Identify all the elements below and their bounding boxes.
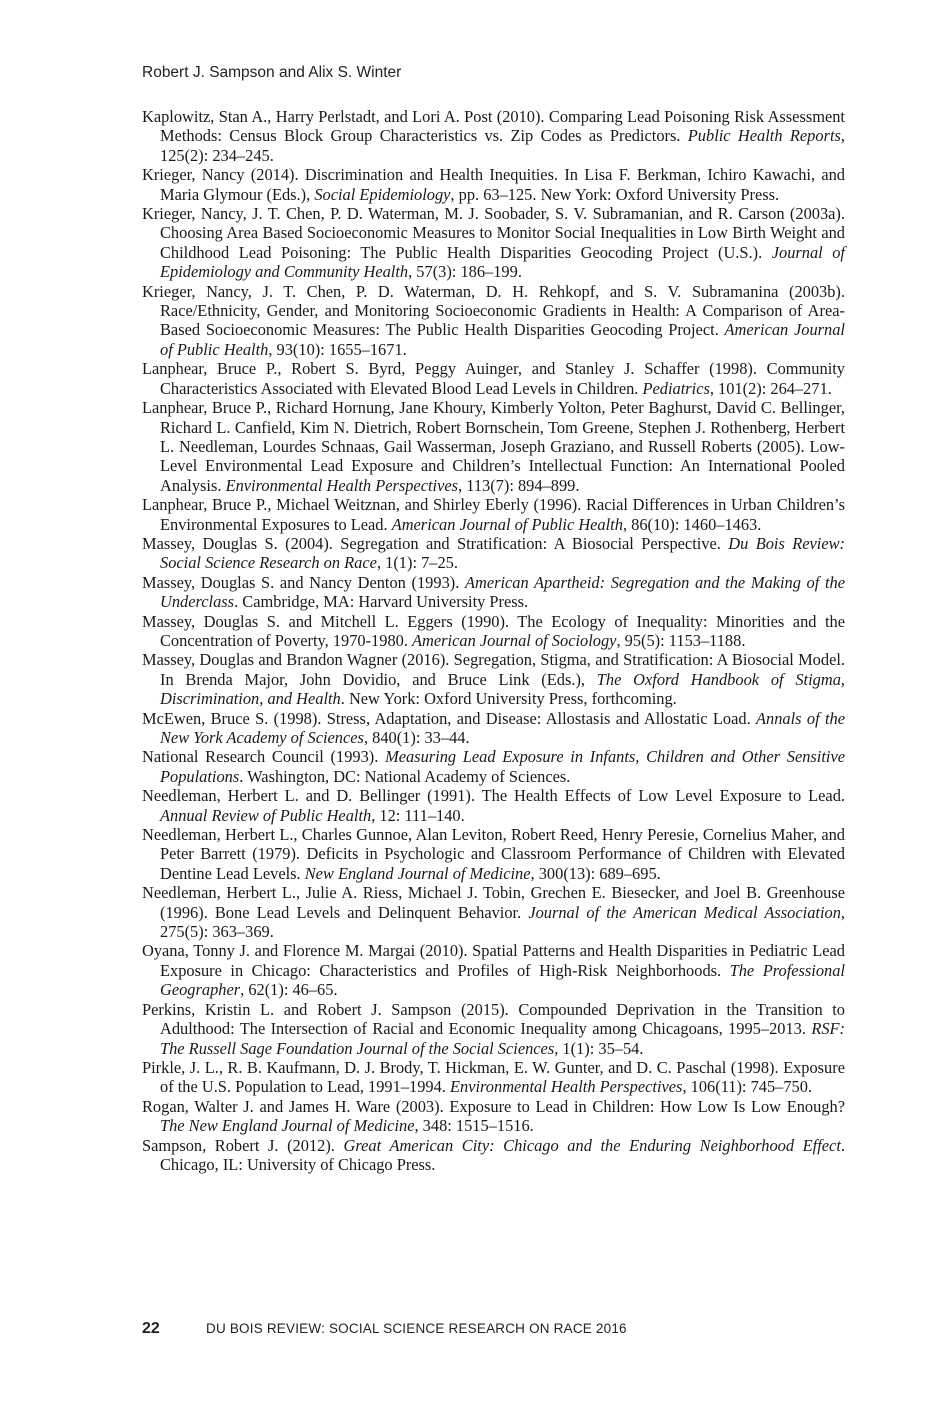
- reference-text: Lanphear, Bruce P., Richard Hornung, Jane Khoury, Kimberly Yolton, Peter Baghurst, David C. Bellinger, Richard L. Canfield, Kim N. Dietrich, Robert Bornschein, Tom Greene, Stephen J. Rothenberg, Herbert L. Needleman, Lourdes Schnaas, Gail Wasserman, Joseph Graziano, and Russell Roberts (2005). Low-Level Environmental Lead Exposure and Children’s Intellectual Function: An International Pooled Analysis.: [142, 398, 845, 495]
- reference-entry: [142, 359, 845, 398]
- reference-text: Massey, Douglas S. and Mitchell L. Eggers (1990). The Ecology of Inequality: Minorities and the Concentration of Poverty, 1970-1980.: [142, 611, 845, 650]
- page-footer: [142, 1320, 627, 1338]
- reference-entry: [142, 534, 845, 573]
- reference-text: Needleman, Herbert L., Julie A. Riess, Michael J. Tobin, Grechen E. Biesecker, and Joel B. Greenhouse (1996). Bone Lead Levels and Delinquent Behavior.: [142, 883, 845, 922]
- reference-citation-details: . Chicago, IL: University of Chicago Press.: [160, 1135, 845, 1174]
- reference-text: Krieger, Nancy, J. T. Chen, P. D. Waterman, D. H. Rehkopf, and S. V. Subramanina (2003b). Race/Ethnicity, Gender, and Monitoring Socioeconomic Gradients in Health: A Comparison of Area-Based Socioeconomic Measures: The Public Health Disparities Geocoding Project.: [142, 281, 845, 340]
- reference-text: Massey, Douglas and Brandon Wagner (2016). Segregation, Stigma, and Stratification: A Biosocial Model. In Brenda Major, John Dovidio, and Bruce Link (Eds.),: [142, 650, 845, 689]
- reference-entry: [142, 495, 845, 534]
- reference-source-title: Measuring Lead Exposure in Infants, Children and Other Sensitive Populations: [160, 747, 845, 786]
- reference-source-title: Pediatrics: [642, 378, 710, 398]
- reference-text: Sampson, Robert J. (2012).: [142, 1135, 344, 1155]
- reference-text: McEwen, Bruce S. (1998). Stress, Adaptation, and Disease: Allostasis and Allostatic Load.: [142, 708, 757, 728]
- reference-text: Lanphear, Bruce P., Robert S. Byrd, Peggy Auinger, and Stanley J. Schaffer (1998). Community Characteristics Associated with Elevated Blood Lead Levels in Children.: [142, 359, 845, 398]
- reference-citation-details: , pp. 63–125. New York: Oxford University Press.: [450, 184, 780, 204]
- reference-citation-details: , 12: 111–140.: [371, 805, 465, 825]
- reference-source-title: The Professional Geographer: [160, 960, 845, 1000]
- reference-source-title: Du Bois Review: Social Science Research on Race: [160, 533, 846, 573]
- reference-text: Massey, Douglas S. and Nancy Denton (1993).: [142, 572, 465, 592]
- reference-entry: [142, 825, 845, 883]
- reference-citation-details: , 62(1): 46–65.: [240, 980, 338, 1000]
- reference-citation-details: , 275(5): 363–369.: [160, 902, 845, 942]
- reference-text: Krieger, Nancy, J. T. Chen, P. D. Waterman, M. J. Soobader, S. V. Subramanian, and R. Carson (2003a). Choosing Area Based Socioeconomic Measures to Monitor Social Inequalities in Low Birth Weight and Childhood Lead Poisoning: The Public Health Disparities Geocoding Project (U.S.).: [142, 204, 845, 262]
- reference-entry: [142, 709, 845, 748]
- reference-text: Rogan, Walter J. and James H. Ware (2003). Exposure to Lead in Children: How Low Is Low Enough?: [142, 1096, 845, 1116]
- reference-source-title: Social Epidemiology: [314, 184, 451, 204]
- page-number: 22: [142, 1320, 160, 1337]
- reference-entry: [142, 1000, 845, 1058]
- running-head: Robert J. Sampson and Alix S. Winter: [142, 64, 402, 81]
- reference-source-title: RSF: The Russell Sage Foundation Journal of the Social Sciences: [160, 1019, 845, 1058]
- reference-entry: [142, 573, 845, 612]
- reference-text: National Research Council (1993).: [142, 747, 386, 767]
- journal-name: DU BOIS REVIEW: SOCIAL SCIENCE RESEARCH ON RACE 2016: [206, 1321, 627, 1336]
- reference-citation-details: , 125(2): 234–245.: [160, 126, 845, 165]
- reference-entry: [142, 941, 845, 999]
- reference-entry: [142, 282, 845, 360]
- reference-citation-details: , 86(10): 1460–1463.: [622, 514, 762, 534]
- reference-source-title: American Journal of Public Health: [160, 320, 845, 359]
- reference-entry: [142, 650, 845, 708]
- reference-citation-details: , 1(1): 35–54.: [554, 1038, 644, 1058]
- reference-text: Oyana, Tonny J. and Florence M. Margai (2010). Spatial Patterns and Health Disparities in Pediatric Lead Exposure in Chicago: Characteristics and Profiles of High-Risk Neighborhoods.: [142, 941, 845, 980]
- reference-citation-details: , 840(1): 33–44.: [363, 728, 470, 747]
- reference-text: Needleman, Herbert L. and D. Bellinger (1991). The Health Effects of Low Level Exposure to Lead.: [142, 786, 845, 806]
- reference-citation-details: , 93(10): 1655–1671.: [268, 339, 407, 359]
- reference-citation-details: . Cambridge, MA: Harvard University Press.: [234, 592, 529, 612]
- reference-text: Needleman, Herbert L., Charles Gunnoe, Alan Leviton, Robert Reed, Henry Peresie, Cornelius Maher, and Peter Barrett (1979). Deficits in Psychologic and Classroom Performance of Children with Elevated Dentine Lead Levels.: [142, 825, 845, 883]
- reference-citation-details: , 348: 1515–1516.: [414, 1116, 534, 1136]
- reference-citation-details: , 95(5): 1153–1188.: [616, 630, 746, 650]
- reference-citation-details: , 1(1): 7–25.: [376, 553, 458, 573]
- reference-entry: [142, 204, 845, 282]
- reference-citation-details: , 101(2): 264–271.: [709, 378, 832, 398]
- reference-source-title: Annual Review of Public Health: [160, 805, 372, 825]
- reference-citation-details: . New York: Oxford University Press, forthcoming.: [340, 689, 677, 709]
- reference-citation-details: , 57(3): 186–199.: [408, 262, 522, 282]
- reference-source-title: American Journal of Public Health: [391, 514, 623, 534]
- reference-source-title: New England Journal of Medicine: [304, 863, 531, 883]
- reference-source-title: Journal of Epidemiology and Community Health: [160, 242, 845, 282]
- reference-source-title: Public Health Reports: [687, 126, 841, 146]
- reference-source-title: American Apartheid: Segregation and the Making of the Underclass: [160, 572, 845, 612]
- reference-source-title: Journal of the American Medical Association: [528, 902, 841, 922]
- reference-text: Perkins, Kristin L. and Robert J. Sampson (2015). Compounded Deprivation in the Transition to Adulthood: The Intersection of Racial and Economic Inequality among Chicagoans, 1995–2013.: [142, 999, 845, 1039]
- reference-entry: [142, 1136, 845, 1175]
- reference-source-title: Environmental Health Perspectives: [225, 475, 459, 495]
- reference-entry: [142, 107, 845, 165]
- reference-source-title: Great American City: Chicago and the Enduring Neighborhood Effect: [343, 1135, 841, 1155]
- reference-text: Lanphear, Bruce P., Michael Weitznan, and Shirley Eberly (1996). Racial Differences in Urban Children’s Environmental Exposures to Lead.: [142, 495, 845, 534]
- reference-citation-details: . Washington, DC: National Academy of Sciences.: [239, 766, 571, 786]
- reference-citation-details: , 300(13): 689–695.: [530, 863, 661, 883]
- reference-text: Krieger, Nancy (2014). Discrimination and Health Inequities. In Lisa F. Berkman, Ichiro Kawachi, and Maria Glymour (Eds.),: [142, 165, 845, 204]
- reference-entry: [142, 786, 845, 825]
- reference-entry: [142, 612, 845, 651]
- reference-entry: [142, 1058, 845, 1097]
- reference-source-title: The New England Journal of Medicine: [160, 1116, 415, 1136]
- reference-text: Massey, Douglas S. (2004). Segregation and Stratification: A Biosocial Perspective.: [142, 533, 729, 553]
- reference-source-title: American Journal of Sociology: [412, 630, 617, 650]
- reference-entry: [142, 165, 845, 204]
- reference-text: Kaplowitz, Stan A., Harry Perlstadt, and Lori A. Post (2010). Comparing Lead Poisoning Risk Assessment Methods: Census Block Group Characteristics vs. Zip Codes as Predictors.: [142, 107, 845, 146]
- reference-entry: [142, 883, 845, 941]
- reference-list: [142, 107, 845, 1174]
- reference-source-title: Environmental Health Perspectives: [450, 1077, 683, 1097]
- reference-citation-details: , 106(11): 745–750.: [682, 1077, 813, 1097]
- reference-source-title: The Oxford Handbook of Stigma, Discrimination, and Health: [160, 669, 845, 709]
- reference-text: Pirkle, J. L., R. B. Kaufmann, D. J. Brody, T. Hickman, E. W. Gunter, and D. C. Paschal (1998). Exposure of the U.S. Population to Lead, 1991–1994.: [142, 1057, 845, 1097]
- reference-entry: [142, 747, 845, 786]
- reference-citation-details: , 113(7): 894–899.: [458, 475, 580, 495]
- reference-entry: [142, 1097, 845, 1136]
- reference-source-title: Annals of the New York Academy of Sciences: [160, 708, 846, 747]
- reference-entry: [142, 398, 845, 495]
